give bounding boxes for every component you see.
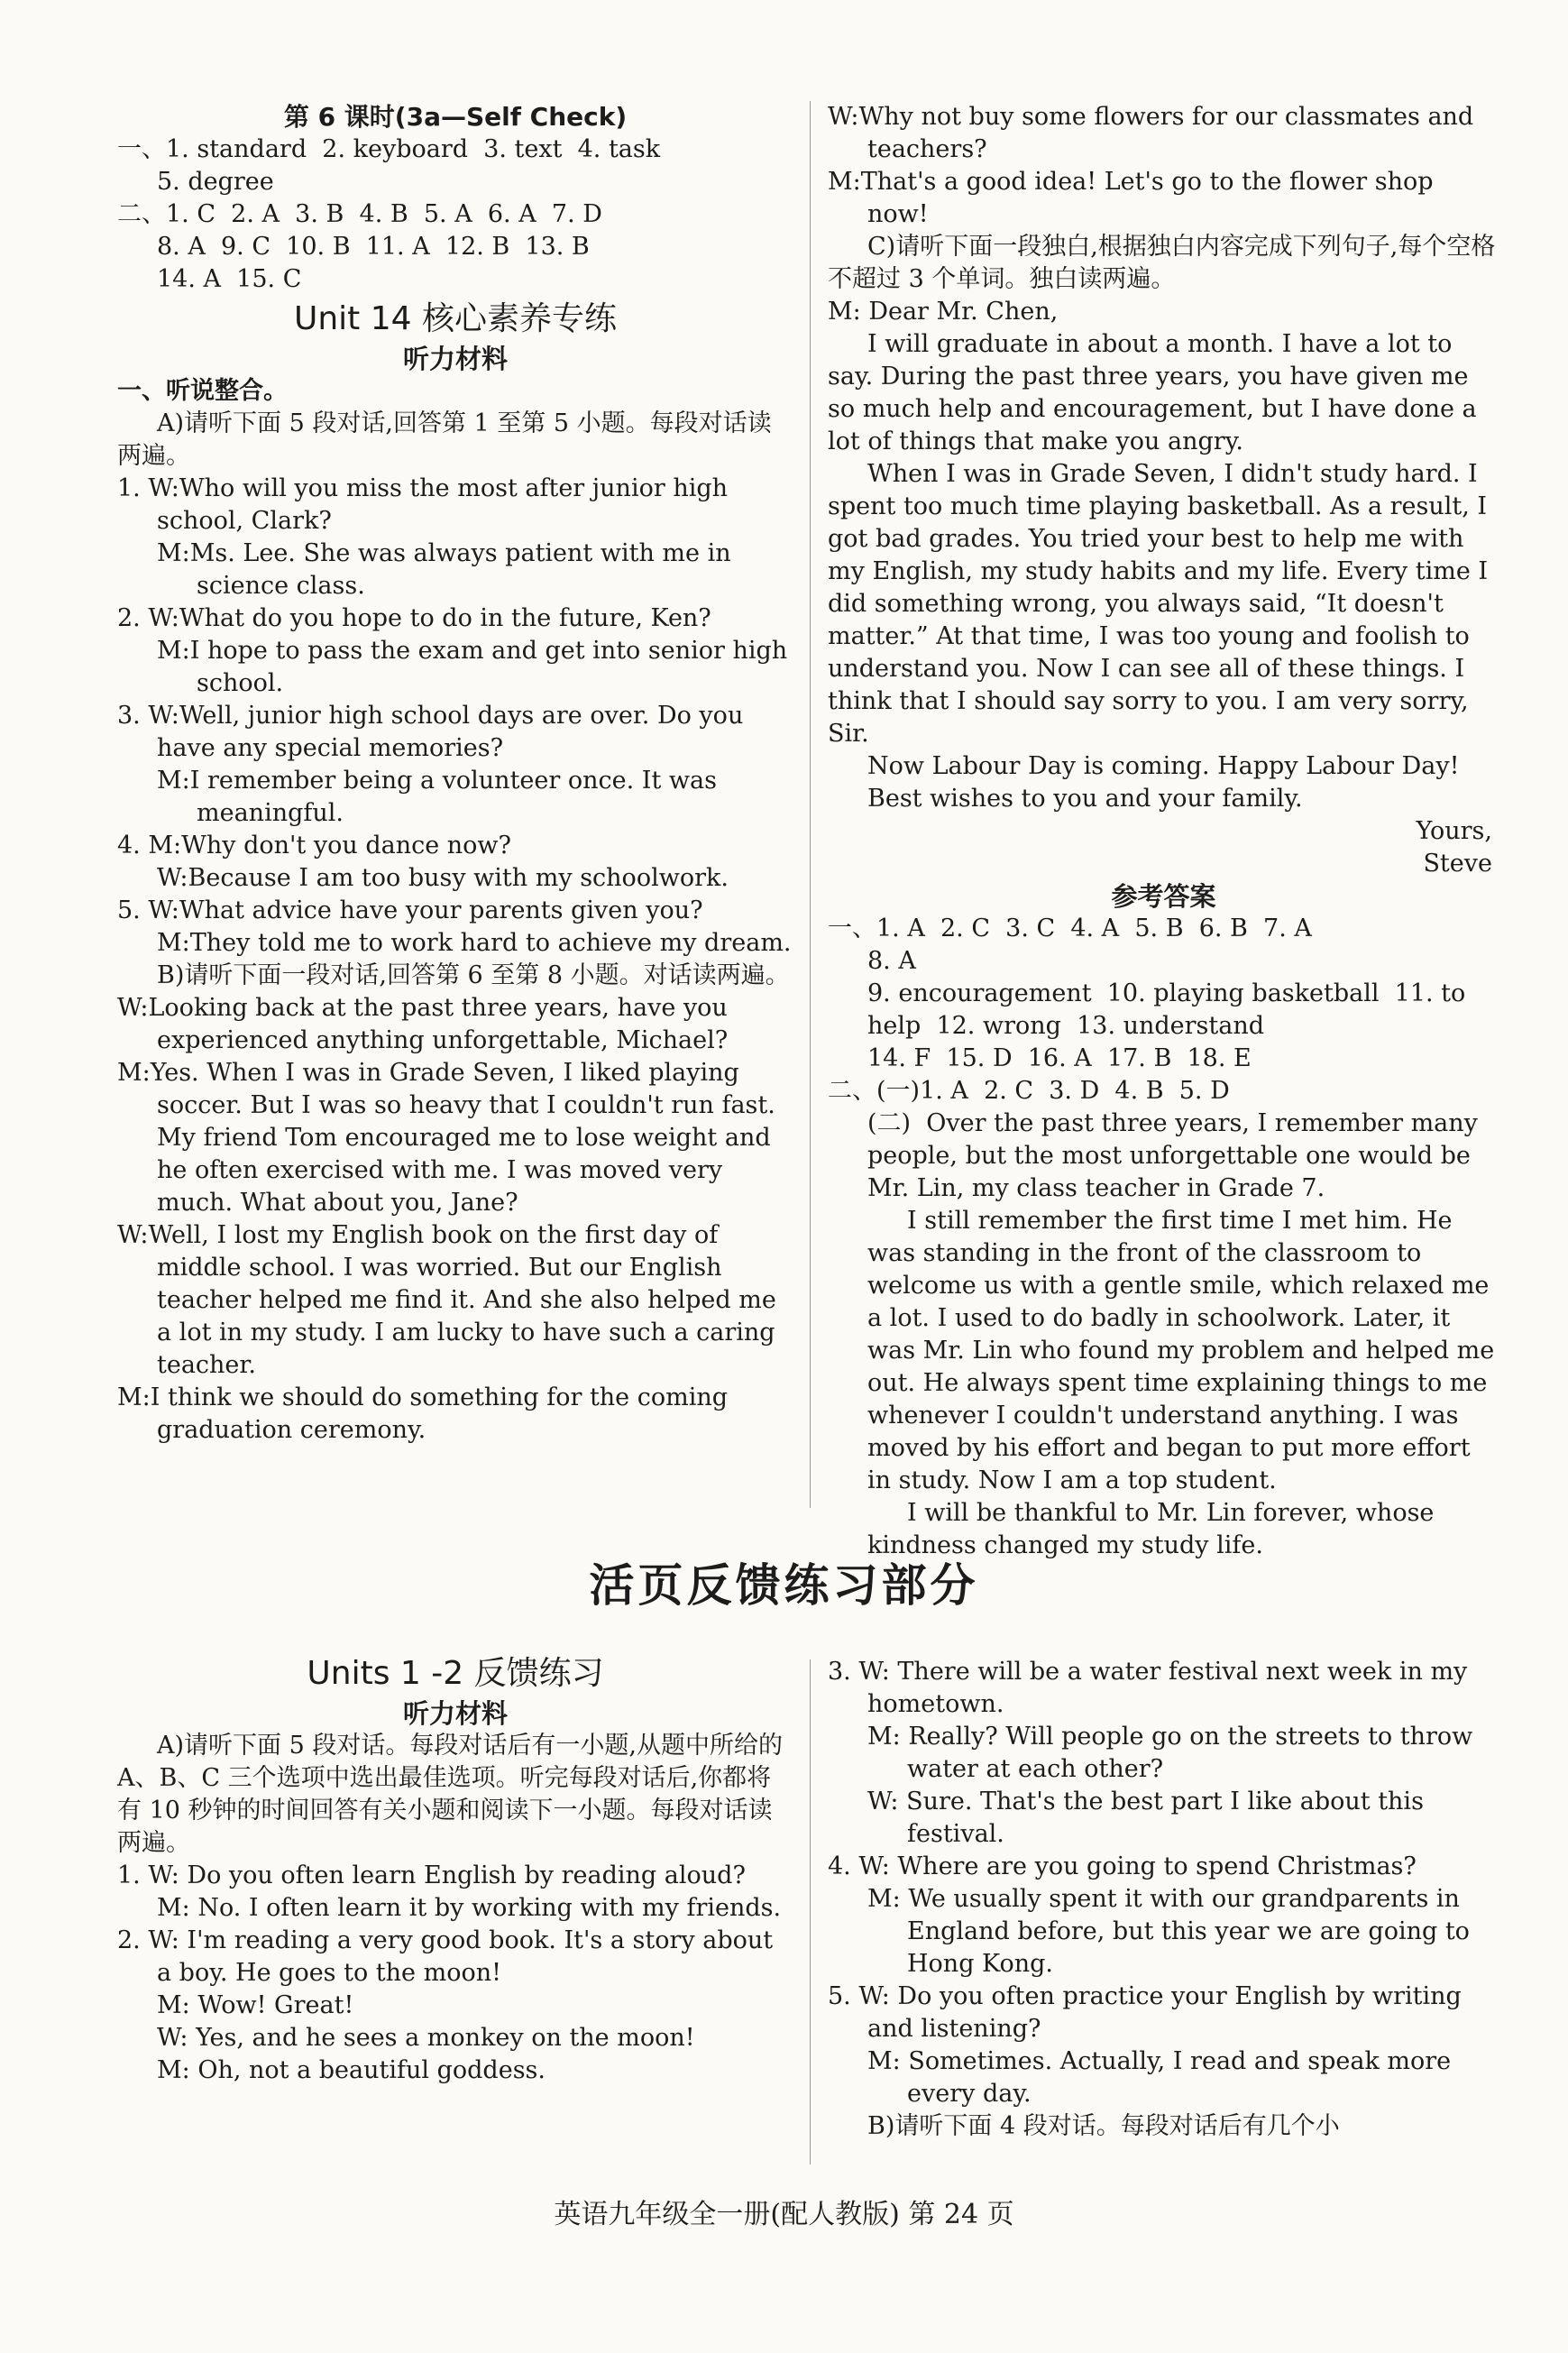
dialogue-line: W:Because I am too busy with my schoolwork. xyxy=(157,864,729,892)
lesson-answer-line: 二、1. C 2. A 3. B 4. B 5. A 6. A 7. D xyxy=(117,200,602,228)
page-footer: 英语九年级全一册(配人教版) 第 24 页 xyxy=(554,2199,1014,2230)
dialogue-line: 3. W:Well, junior high school days are over. Do you have any special memories? xyxy=(117,702,751,762)
dialogue-line: M: Sometimes. Actually, I read and speak more every day. xyxy=(867,2047,1459,2108)
dialogue-line: M:I hope to pass the exam and get into senior high school. xyxy=(157,637,795,697)
monologue-greeting: M: Dear Mr. Chen, xyxy=(828,298,1059,326)
dialogue-line: W:Why not buy some flowers for our classmates and teachers? xyxy=(828,103,1481,163)
top-left-column xyxy=(117,101,793,1447)
dialogue-line: M: Oh, not a beautiful goddess. xyxy=(157,2056,546,2084)
column-divider-bottom xyxy=(810,1659,811,2165)
section-heading: 一、听说整合。 xyxy=(117,377,288,405)
monologue-paragraph: When I was in Grade Seven, I didn't study hard. I spent too much time playing basketball. As a result, I got bad grades. You tried your best to help me with my English, my study habits and my life. Every time I did something wrong, you always said, “It doesn't matter.” At that time, I was too young and foolish to understand you. Now I can see all of these things. I think that I should say sorry to you. I am very sorry, Sir. xyxy=(828,460,1496,748)
dialogue-line: W: Sure. That's the best part I like about this festival. xyxy=(867,1788,1432,1848)
dialogue-line: 1. W: Do you often learn English by reading aloud? xyxy=(117,1861,746,1889)
dialogue-line: 1. W:Who will you miss the most after junior high school, Clark? xyxy=(117,474,736,535)
dialogue-line: 4. W: Where are you going to spend Christmas? xyxy=(828,1852,1417,1880)
unit-title: Unit 14 核心素养专练 xyxy=(294,300,617,337)
lesson-answer-line: 5. degree xyxy=(157,168,274,196)
answer-line: 9. encouragement 10. playing basketball 11. to help 12. wrong 13. understand xyxy=(867,979,1473,1040)
part-intro: A)请听下面 5 段对话,回答第 1 至第 5 小题。每段对话读两遍。 xyxy=(117,409,772,470)
part-title: 活页反馈练习部分 xyxy=(589,1559,979,1612)
bottom-left-column xyxy=(117,1650,793,2087)
listening-title: 听力材料 xyxy=(402,344,508,374)
dialogue-line: 5. W: Do you often practice your English by writing and listening? xyxy=(828,1982,1470,2043)
dialogue-line: 3. W: There will be a water festival next week in my hometown. xyxy=(828,1658,1475,1718)
monologue-paragraph: Now Labour Day is coming. Happy Labour Day! xyxy=(867,752,1460,780)
lesson-answer-line: 一、1. standard 2. keyboard 3. text 4. task xyxy=(117,135,661,163)
dialogue-line: 2. W: I'm reading a very good book. It's a story about a boy. He goes to the moon! xyxy=(117,1926,781,1987)
essay-paragraph: (二) Over the past three years, I remember many people, but the most unforgettable one would be Mr. Lin, my class teacher in Grade 7. xyxy=(867,1109,1486,1202)
essay-paragraph: I will be thankful to Mr. Lin forever, whose kindness changed my study life. xyxy=(867,1499,1443,1559)
dialogue-line: M: Wow! Great! xyxy=(157,1991,354,2019)
column-divider-top xyxy=(810,101,811,1508)
monologue-signature: Steve xyxy=(1423,850,1492,878)
answer-line: 14. F 15. D 16. A 17. B 18. E xyxy=(867,1044,1252,1072)
part-intro: B)请听下面一段对话,回答第 6 至第 8 小题。对话读两遍。 xyxy=(157,961,790,989)
dialogue-line: M:That's a good idea! Let's go to the flower shop now! xyxy=(828,168,1442,228)
dialogue-line: M: Really? Will people go on the streets to throw water at each other? xyxy=(867,1723,1481,1783)
dialogue-line: 5. W:What advice have your parents given you? xyxy=(117,896,703,924)
dialogue-line: 2. W:What do you hope to do in the future, Ken? xyxy=(117,604,711,632)
essay-paragraph: I still remember the first time I met him. He was standing in the front of the classroom to welcome us with a gentle smile, which relaxed me a lot. I used to do badly in schoolwork. Later, it was Mr. Lin who found my problem and helped me out. He always spent time explaining things to me whenever I couldn't understand anything. I was moved by his effort and began to put more effort in study. Now I am a top student. xyxy=(867,1207,1502,1494)
dialogue-line: M: No. I often learn it by working with my friends. xyxy=(157,1894,782,1922)
dialogue-line: W: Yes, and he sees a monkey on the moon! xyxy=(157,2024,695,2052)
unit-title: Units 1 -2 反馈练习 xyxy=(307,1655,604,1692)
answer-line: 一、1. A 2. C 3. C 4. A 5. B 6. B 7. A xyxy=(828,915,1312,942)
lesson-title: 第 6 课时(3a—Self Check) xyxy=(283,102,628,132)
lesson-answer-line: 8. A 9. C 10. B 11. A 12. B 13. B xyxy=(157,233,590,261)
monologue-paragraph: I will graduate in about a month. I have a lot to say. During the past three years, you have given me so much help and encouragement, but I have done a lot of things that make you angry. xyxy=(828,330,1485,455)
lesson-answer-line: 14. A 15. C xyxy=(157,265,302,293)
bottom-right-column xyxy=(828,1656,1499,2143)
dialogue-line: W:Looking back at the past three years, have you experienced anything unforgettable, Michael? xyxy=(117,994,736,1054)
top-right-column xyxy=(828,101,1502,1562)
dialogue-line: M: We usually spent it with our grandparents in England before, but this year we are going to Hong Kong. xyxy=(867,1885,1478,1978)
part-intro: B)请听下面 4 段对话。每段对话后有几个小 xyxy=(867,2112,1340,2140)
dialogue-line: 4. M:Why don't you dance now? xyxy=(117,832,512,859)
monologue-paragraph: Best wishes to you and your family. xyxy=(867,785,1303,813)
dialogue-line: W:Well, I lost my English book on the first day of middle school. I was worried. But our English teacher helped me find it. And she also helped me a lot in my study. I am lucky to have such a caring teacher. xyxy=(117,1221,784,1379)
answer-line: 二、(一)1. A 2. C 3. D 4. B 5. D xyxy=(828,1077,1230,1105)
listening-title: 听力材料 xyxy=(402,1698,508,1729)
part-intro: A)请听下面 5 段对话。每段对话后有一小题,从题中所给的 A、B、C 三个选项中选出最佳选项。听完每段对话后,你都将有 10 秒钟的时间回答有关小题和阅读下一小题。每段对话读两遍。 xyxy=(117,1732,791,1857)
answers-title: 参考答案 xyxy=(1111,881,1216,912)
part-intro: C)请听下面一段独白,根据独白内容完成下列句子,每个空格不超过 3 个单词。独白读两遍。 xyxy=(828,233,1496,293)
monologue-closing: Yours, xyxy=(1416,817,1492,845)
dialogue-line: M:I remember being a volunteer once. It was meaningful. xyxy=(157,767,725,827)
dialogue-line: M:Ms. Lee. She was always patient with me in science class. xyxy=(157,539,739,600)
dialogue-line: M:I think we should do something for the coming graduation ceremony. xyxy=(117,1383,736,1444)
dialogue-line: M:They told me to work hard to achieve my dream. xyxy=(157,929,792,957)
dialogue-line: M:Yes. When I was in Grade Seven, I liked playing soccer. But I was so heavy that I couldn't run fast. My friend Tom encouraged me to lose weight and he often exercised with me. I was moved very much. What about you, Jane? xyxy=(117,1059,784,1217)
answer-line: 8. A xyxy=(867,947,916,975)
